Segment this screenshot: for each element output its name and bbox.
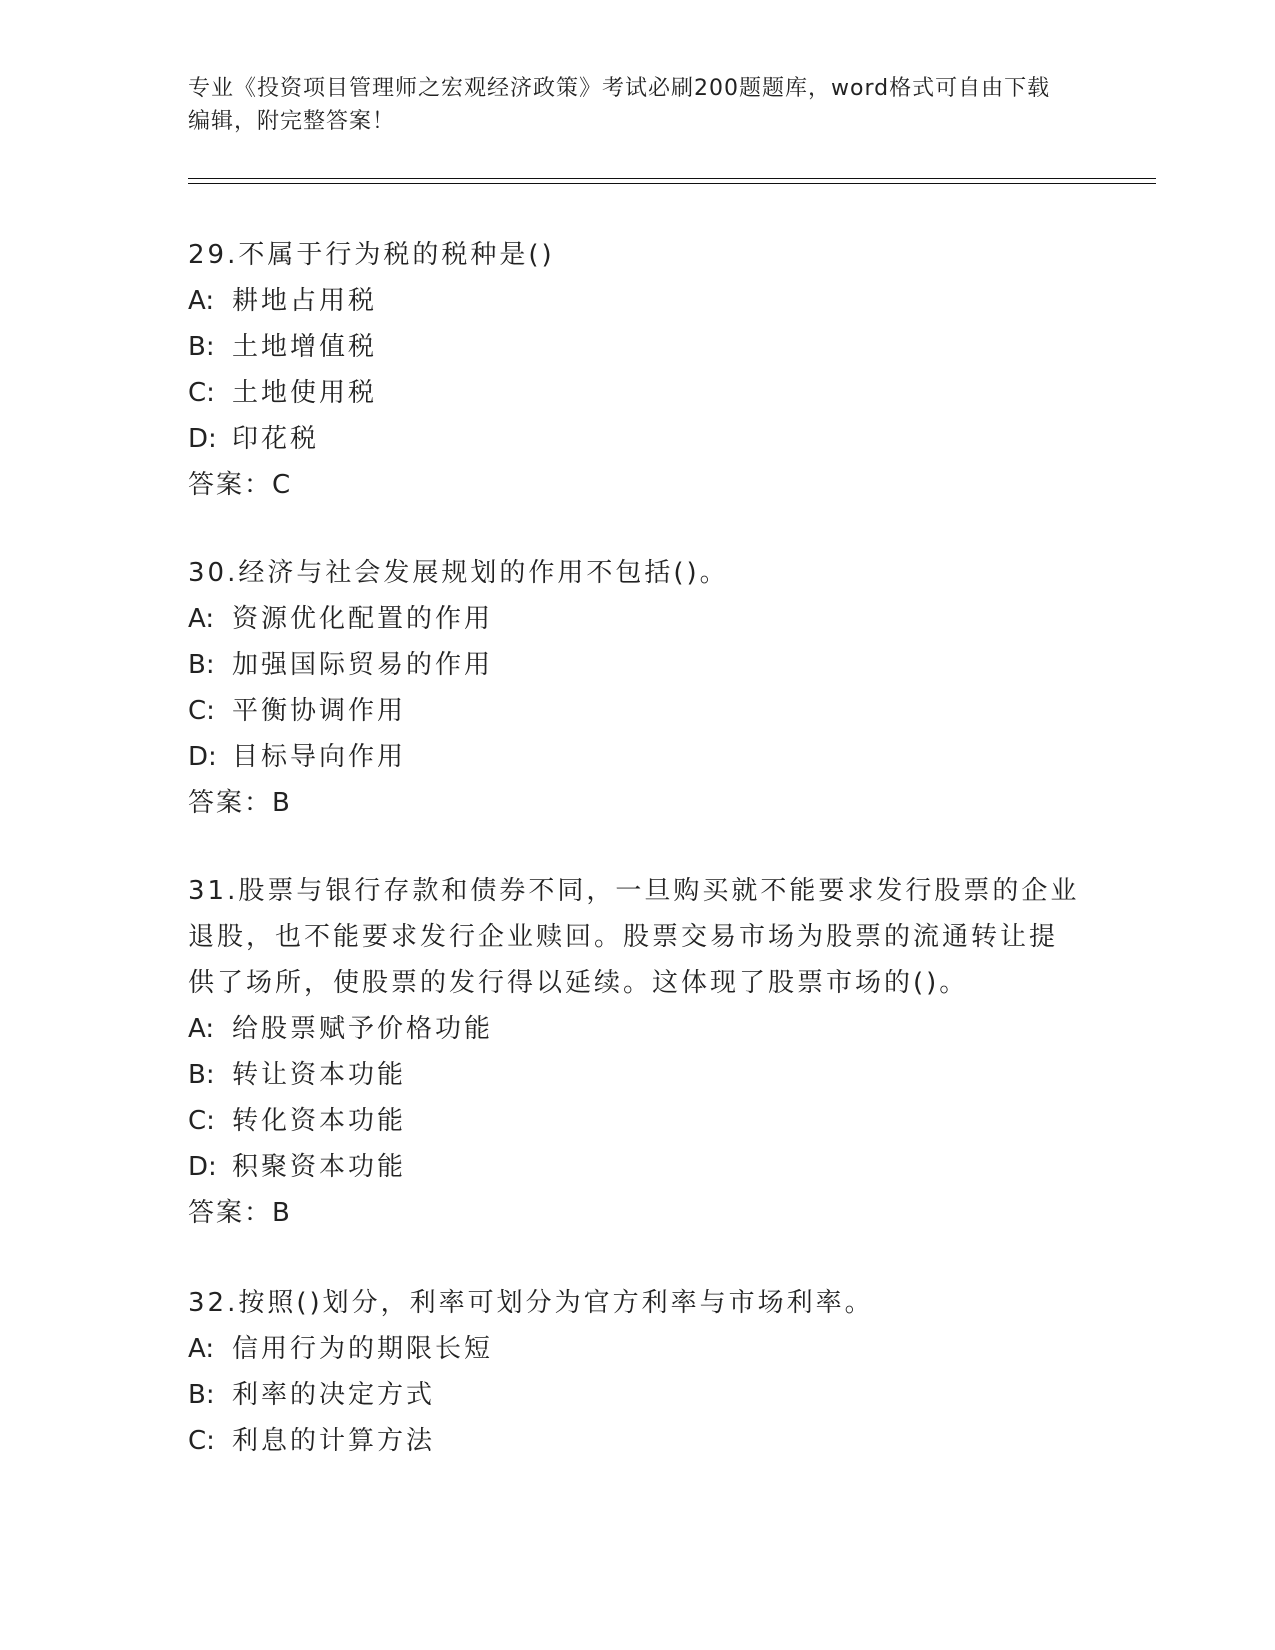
option-label: A:: [188, 286, 215, 316]
option-text: 转化资本功能: [232, 1106, 407, 1136]
option-text: 积聚资本功能: [232, 1152, 407, 1182]
option-label: A:: [188, 604, 215, 634]
option-text: 信用行为的期限长短: [232, 1334, 494, 1364]
option-a: [188, 1326, 1088, 1372]
option-label: B:: [188, 1060, 215, 1090]
option-label: C:: [188, 696, 215, 726]
option-label: A:: [188, 1334, 215, 1364]
document-header: 专业《投资项目管理师之宏观经济政策》考试必刷200题题库，word格式可自由下载编辑，附完整答案！: [188, 76, 1051, 134]
question-29: [188, 232, 1088, 508]
option-text: 利息的计算方法: [232, 1426, 436, 1456]
option-label: D:: [188, 424, 217, 454]
option-text: 加强国际贸易的作用: [232, 650, 494, 680]
question-stem-line: 退股，也不能要求发行企业赎回。股票交易市场为股票的流通转让提: [188, 922, 1059, 952]
answer: 答案：C: [188, 470, 293, 500]
option-d: [188, 416, 1088, 462]
option-text: 利率的决定方式: [232, 1380, 436, 1410]
option-c: [188, 688, 1088, 734]
option-label: A:: [188, 1014, 215, 1044]
question-stem: 30.经济与社会发展规划的作用不包括()。: [188, 558, 729, 588]
option-label: B:: [188, 1380, 215, 1410]
option-c: [188, 1418, 1088, 1464]
answer: 答案：B: [188, 788, 292, 818]
question-31: [188, 868, 1088, 1236]
header-rule-bottom: [188, 183, 1156, 184]
option-label: C:: [188, 378, 215, 408]
option-a: [188, 596, 1088, 642]
question-30: [188, 550, 1088, 826]
option-label: C:: [188, 1426, 215, 1456]
option-c: [188, 370, 1088, 416]
option-text: 目标导向作用: [232, 742, 407, 772]
option-text: 土地增值税: [232, 332, 378, 362]
option-label: C:: [188, 1106, 215, 1136]
option-d: [188, 1144, 1088, 1190]
question-stem-line: 供了场所，使股票的发行得以延续。这体现了股票市场的()。: [188, 968, 969, 998]
option-b: [188, 324, 1088, 370]
option-text: 转让资本功能: [232, 1060, 407, 1090]
option-a: [188, 1006, 1088, 1052]
option-b: [188, 1372, 1088, 1418]
question-stem-line: 31.股票与银行存款和债券不同，一旦购买就不能要求发行股票的企业: [188, 876, 1080, 906]
option-a: [188, 278, 1088, 324]
option-label: B:: [188, 650, 215, 680]
option-text: 印花税: [232, 424, 320, 454]
option-c: [188, 1098, 1088, 1144]
option-text: 耕地占用税: [232, 286, 378, 316]
option-b: [188, 642, 1088, 688]
question-stem: 32.按照()划分，利率可划分为官方利率与市场利率。: [188, 1288, 874, 1318]
option-text: 资源优化配置的作用: [232, 604, 494, 634]
option-label: D:: [188, 742, 217, 772]
option-text: 平衡协调作用: [232, 696, 407, 726]
question-32: [188, 1280, 1088, 1464]
question-stem: 29.不属于行为税的税种是(): [188, 240, 555, 270]
option-text: 土地使用税: [232, 378, 378, 408]
answer: 答案：B: [188, 1198, 292, 1228]
option-label: B:: [188, 332, 215, 362]
option-b: [188, 1052, 1088, 1098]
option-d: [188, 734, 1088, 780]
option-label: D:: [188, 1152, 217, 1182]
header-rule-top: [188, 178, 1156, 179]
option-text: 给股票赋予价格功能: [232, 1014, 494, 1044]
